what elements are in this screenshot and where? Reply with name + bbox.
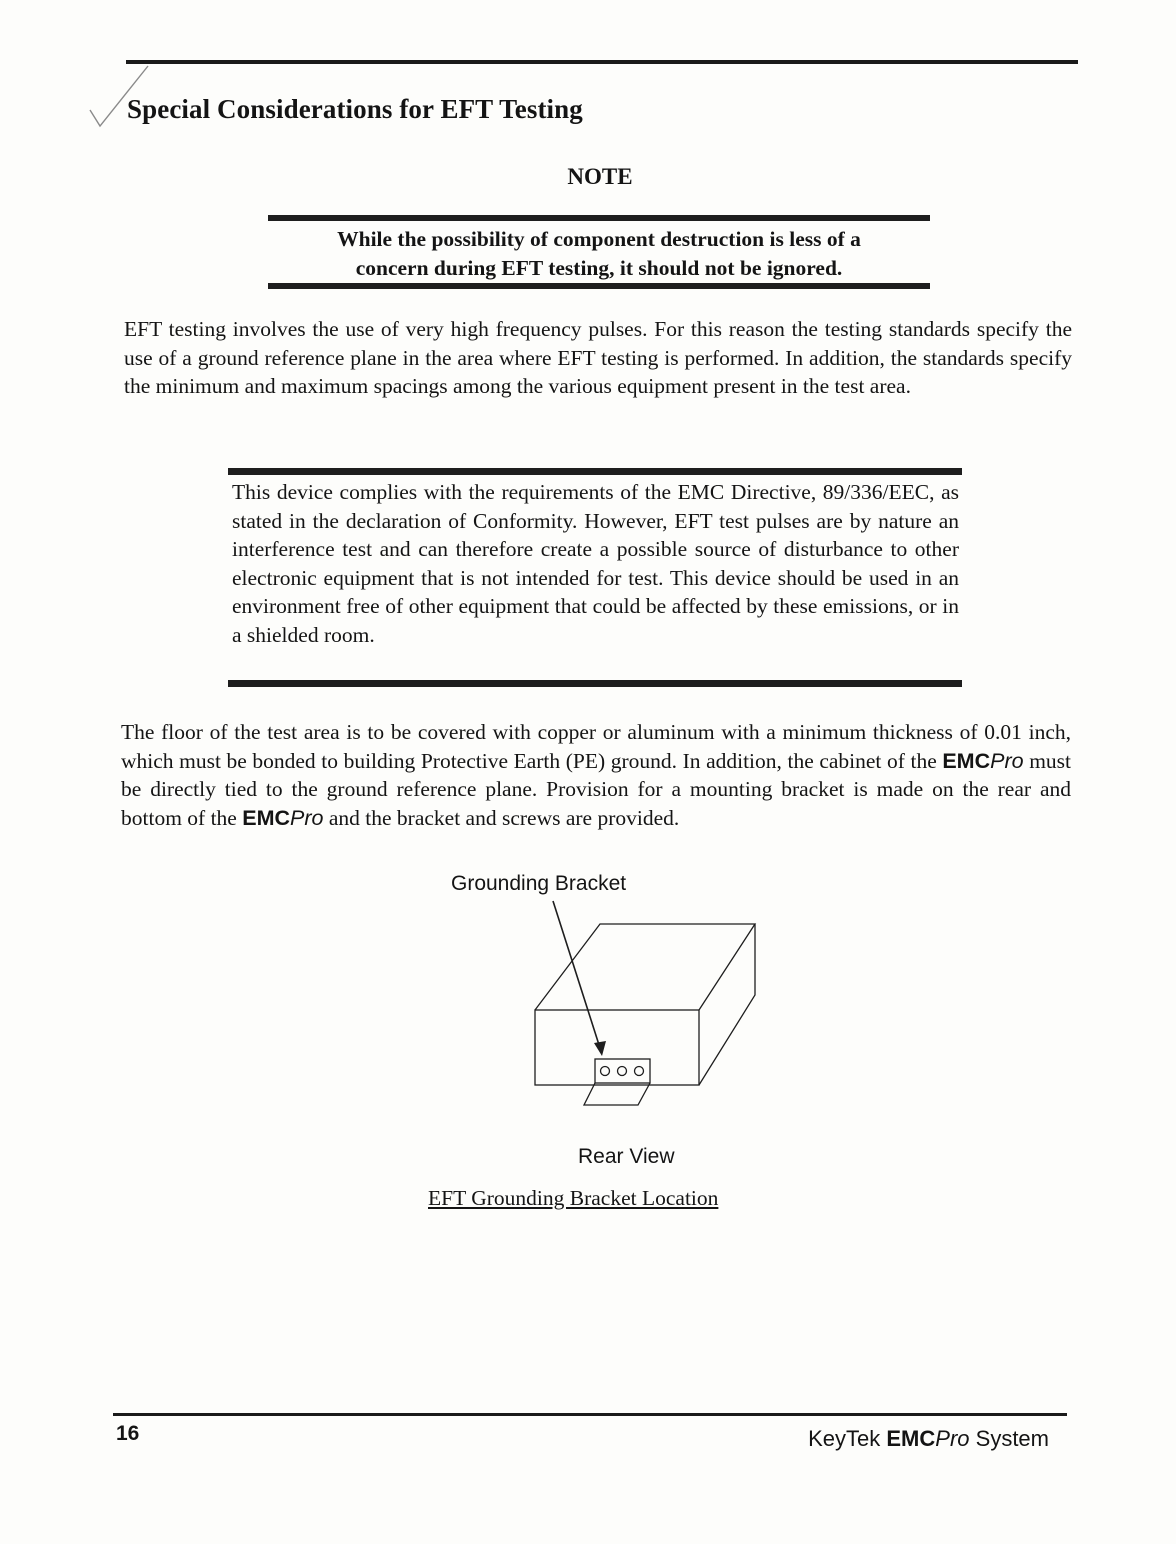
note-line-2: concern during EFT testing, it should not be ignored. — [355, 256, 843, 280]
footer-company: KeyTek — [808, 1426, 881, 1451]
note-bottom-rule — [268, 283, 930, 289]
ground-plane-text-3: and the bracket and screws are provided. — [328, 805, 680, 830]
pointer-arrowhead — [594, 1041, 606, 1056]
cabinet-front-face — [535, 1010, 699, 1085]
warning-bottom-rule — [228, 680, 962, 687]
warning-top-rule — [228, 468, 962, 475]
ground-plane-text-1: The floor of the test area is to be covered with copper or aluminum with a minimum thickness of 0.01 inch, which must be bonded to building Protective Earth (PE) ground. In addition, the cabinet of the — [121, 720, 1071, 773]
note-label: NOTE — [567, 164, 633, 189]
header-rule — [126, 60, 1078, 64]
figure-caption: EFT Grounding Bracket Location — [428, 1186, 719, 1210]
rear-view-label: Rear View — [578, 1145, 675, 1168]
footer-brand-emc: EMC — [886, 1426, 936, 1451]
brand-pro: Pro — [290, 805, 324, 830]
cabinet-side-face — [699, 924, 755, 1085]
footer-suffix: System — [975, 1426, 1049, 1451]
page-number: 16 — [116, 1422, 140, 1445]
pointer-arrow — [553, 901, 600, 1048]
rear-view-diagram — [520, 895, 780, 1115]
note-text — [268, 225, 930, 283]
grounding-bracket — [595, 1059, 650, 1083]
brand-emc: EMC — [242, 805, 291, 830]
footer-brand-pro: Pro — [935, 1426, 970, 1451]
brand-emc: EMC — [942, 748, 991, 773]
grounding-bracket-label: Grounding Bracket — [451, 872, 627, 895]
bracket-screw-hole — [635, 1067, 644, 1076]
ground-plane-paragraph — [121, 718, 1071, 832]
bracket-screw-hole — [601, 1067, 610, 1076]
bracket-foot — [584, 1083, 650, 1105]
emc-directive-box — [228, 468, 962, 687]
note-box — [268, 215, 930, 289]
note-line-1: While the possibility of component destruction is less of a — [337, 227, 861, 251]
bracket-screw-hole — [618, 1067, 627, 1076]
eft-intro-paragraph: EFT testing involves the use of very high frequency pulses. For this reason the testing standards specify the use of a ground reference plane in the area where EFT testing is performed. In addition, the standards specify the minimum and maximum spacings among the various equipment present in the test area. — [124, 317, 1072, 398]
cabinet-top-face — [535, 924, 755, 1010]
ground-plane-text-2: must be directly tied to the ground reference plane. Provision for a mounting bracket is made on the rear and bottom of the — [121, 748, 1072, 830]
note-top-rule — [268, 215, 930, 221]
brand-pro: Pro — [990, 748, 1024, 773]
footer-rule — [113, 1413, 1067, 1416]
footer-product-name — [808, 1426, 1049, 1452]
section-title: Special Considerations for EFT Testing — [127, 94, 583, 124]
emc-directive-text: This device complies with the requirements of the EMC Directive, 89/336/EEC, as stated in the declaration of Conformity. However, EFT test pulses are by nature an interference test and can therefore create a possible source of disturbance to other electronic equipment that is not intended for test. This device should be used in an environment free of other equipment that could be affected by these emissions, or in a shielded room. — [232, 480, 959, 647]
